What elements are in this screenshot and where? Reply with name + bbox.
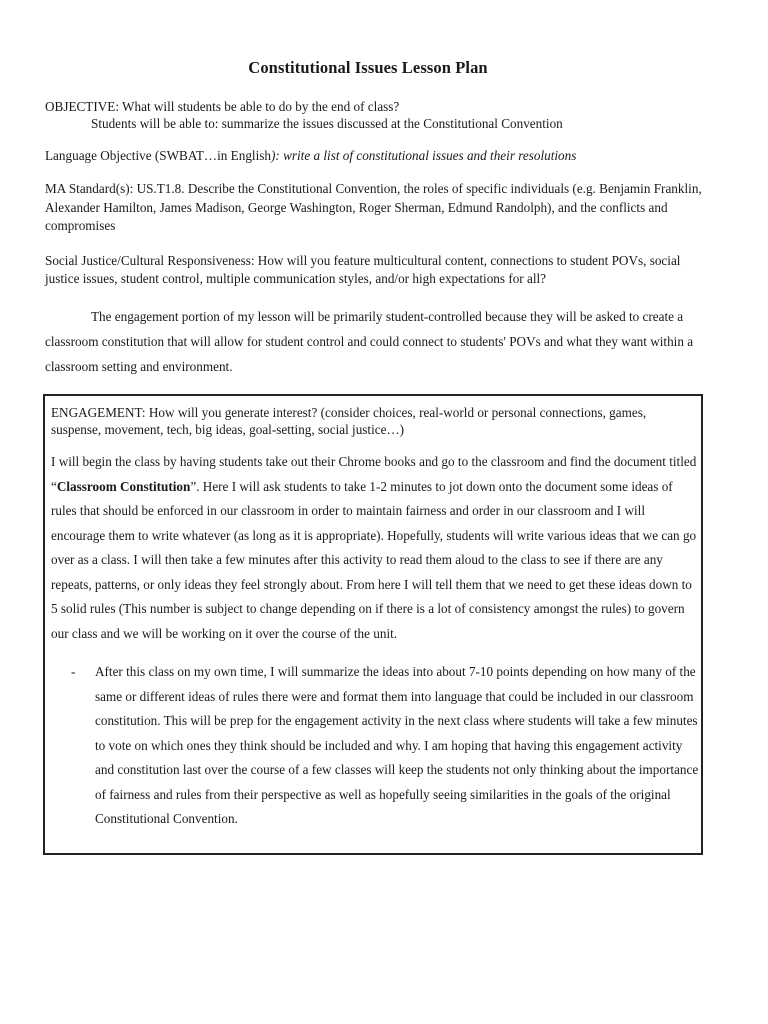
language-objective-label: Language Objective (SWBAT…in English — [45, 148, 271, 163]
social-justice-section: Social Justice/Cultural Responsiveness: How will you feature multicultural content, connections to student POVs, social justice issues, student control, multiple communication styles, and/or high expectations for all? — [45, 253, 681, 286]
engagement-body-part2: ”. Here I will ask students to take 1-2 minutes to jot down onto the document some ideas of rules that should be enforced in our classroom in order to maintain fairness and order in our classroom and I will encourage them to write whatever (as long as it is appropriate). Hopefully, students will write various ideas that we can go over as a class. I will then take a few minutes after this activity to read them aloud to the class to see if there are any repeats, patterns, or only ideas they feel strongly about. From here I will tell them that we need to get these ideas down to 5 solid rules (This number is subject to change depending on if there is a lot of consistency amongst the rules) to govern our class and we will be working on it over the course of the unit. — [51, 478, 697, 641]
engagement-heading-label: ENGAGEMENT: — [51, 405, 146, 420]
engagement-body — [51, 450, 697, 646]
objective-section — [45, 98, 715, 132]
objective-answer: Students will be able to: summarize the issues discussed at the Constitutional Convention — [91, 116, 563, 131]
bullet-text: After this class on my own time, I will summarize the ideas into about 7-10 points depending on how many of the same or different ideas of rules there were and format them into language that could be included in our classroom constitution. This will be prep for the engagement activity in the next class where students will take a few minutes to vote on which ones they think should be included and why. I am hoping that having this engagement activity and constitution last over the course of a few classes will keep the students not only thinking about the importance of fairness and rules from their perspective as well as hopefully seeing similarities in the goals of the original Constitutional Convention. — [95, 664, 699, 826]
objective-label: OBJECTIVE: What will students be able to do by the end of class? — [45, 99, 400, 114]
language-objective-answer: ): write a list of constitutional issues and their resolutions — [270, 148, 577, 163]
social-justice-answer: The engagement portion of my lesson will be primarily student-controlled because they will be asked to create a classroom constitution that will allow for student control and could connect to students' POVs and what they want within a classroom setting and environment. — [45, 309, 694, 374]
engagement-heading — [51, 404, 697, 438]
bullet-dash: - — [71, 664, 76, 679]
engagement-body-part1: I will begin the class by having students take out their Chrome books and go to the classroom and find the document titled “ — [51, 454, 697, 494]
ma-standard-section: MA Standard(s): US.T1.8. Describe the Constitutional Convention, the roles of specific individuals (e.g. Benjamin Franklin, Alexander Hamilton, James Madison, George Washington, Roger Sherman, Edmund Randolph), and the conflicts and compromises — [45, 181, 702, 233]
engagement-box — [43, 394, 703, 855]
engagement-heading-text: How will you generate interest? (consider choices, real-world or personal connections, games, suspense, movement, tech, big ideas, goal-setting, social justice…) — [51, 405, 647, 437]
engagement-body-bold: Classroom Constitution — [56, 478, 191, 494]
page-title: Constitutional Issues Lesson Plan — [248, 58, 488, 77]
language-objective-section — [45, 147, 715, 164]
